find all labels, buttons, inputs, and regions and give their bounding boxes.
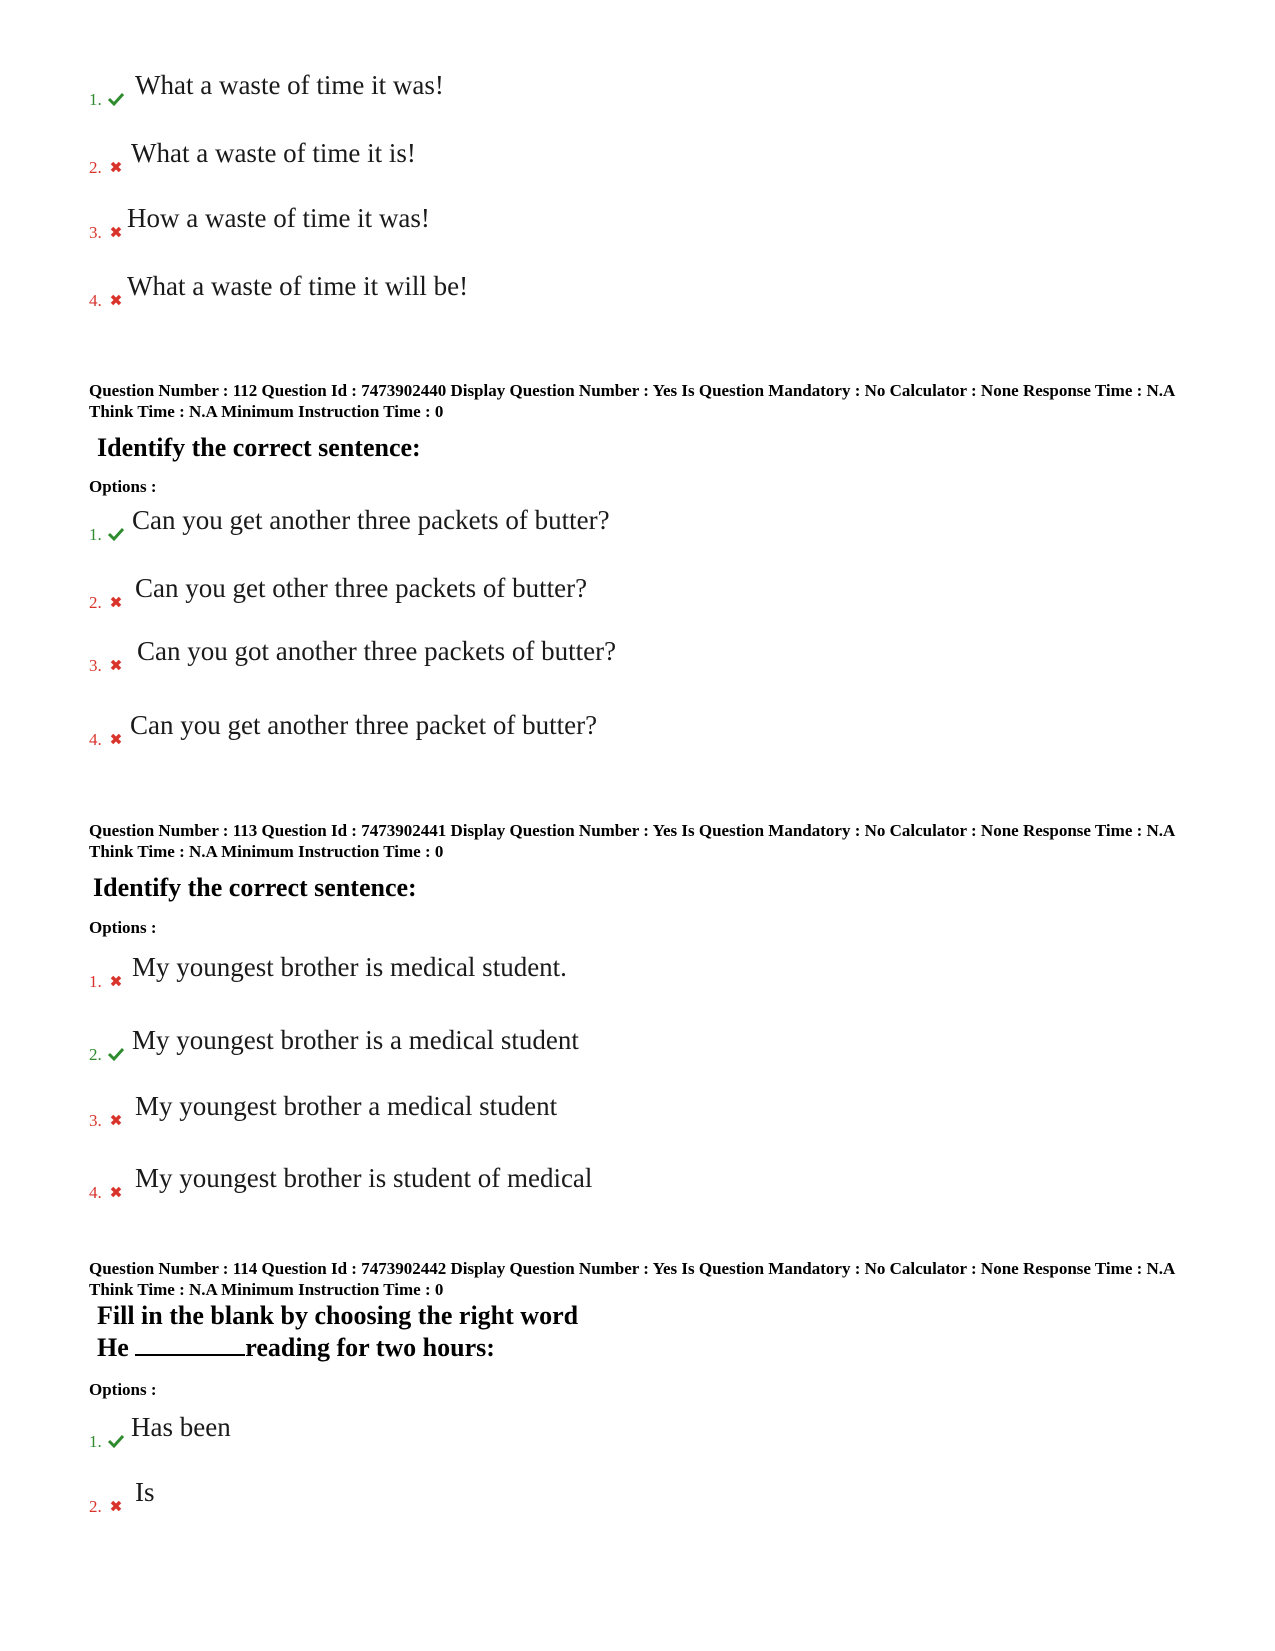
option-number: 2.: [89, 158, 102, 177]
option-text: My youngest brother is a medical student: [132, 1025, 579, 1055]
question-meta: Question Number : 114 Question Id : 7473902442 Display Question Number : Yes Is Question Mandatory : No Calculator : None Response Time : N.A Think Time : N.A Minimum Instruction Time : 0: [89, 1259, 1175, 1299]
blank-line: [135, 1332, 245, 1356]
option-number: 3.: [89, 656, 102, 675]
cross-icon: [107, 972, 125, 990]
cross-icon: [107, 291, 125, 309]
option-number: 1.: [89, 972, 102, 991]
option-text: My youngest brother a medical student: [135, 1091, 558, 1121]
cross-icon: [107, 656, 125, 674]
option-text: Has been: [131, 1412, 231, 1442]
check-icon: [107, 1045, 125, 1063]
option-number: 4.: [89, 291, 102, 310]
question-line-1: Fill in the blank by choosing the right word: [97, 1301, 579, 1330]
check-icon: [107, 525, 125, 543]
cross-icon: [107, 1497, 125, 1515]
question-meta: Question Number : 113 Question Id : 7473902441 Display Question Number : Yes Is Question Mandatory : No Calculator : None Response Time : N.A Think Time : N.A Minimum Instruction Time : 0: [89, 821, 1175, 861]
question-line-2: [97, 1332, 578, 1364]
cross-icon: [107, 1111, 125, 1129]
option-number: 4.: [89, 1183, 102, 1202]
option-text: Can you got another three packets of butter?: [137, 636, 617, 666]
question-text: [97, 1300, 578, 1364]
option-number: 4.: [89, 730, 102, 749]
option-number: 1.: [89, 1432, 102, 1451]
option-text: Can you get other three packets of butter?: [135, 573, 588, 603]
option-number: 1.: [89, 90, 102, 109]
option-text: What a waste of time it is!: [131, 138, 416, 168]
cross-icon: [107, 593, 125, 611]
option-text: My youngest brother is student of medical: [135, 1163, 593, 1193]
options-label: Options :: [89, 477, 157, 496]
option-number: 2.: [89, 1045, 102, 1064]
question-line-2-end: reading for two hours:: [245, 1333, 495, 1362]
option-text: Can you get another three packets of butter?: [132, 505, 610, 535]
option-number: 1.: [89, 525, 102, 544]
option-text: What a waste of time it was!: [135, 70, 444, 100]
cross-icon: [107, 158, 125, 176]
cross-icon: [107, 223, 125, 241]
cross-icon: [107, 1183, 125, 1201]
option-number: 2.: [89, 1497, 102, 1516]
option-text: How a waste of time it was!: [127, 203, 430, 233]
option-text: Is: [135, 1477, 155, 1507]
option-number: 2.: [89, 593, 102, 612]
cross-icon: [107, 730, 125, 748]
check-icon: [107, 1432, 125, 1450]
option-text: My youngest brother is medical student.: [132, 952, 567, 982]
question-meta: Question Number : 112 Question Id : 7473902440 Display Question Number : Yes Is Question Mandatory : No Calculator : None Response Time : N.A Think Time : N.A Minimum Instruction Time : 0: [89, 381, 1175, 421]
option-text: What a waste of time it will be!: [127, 271, 469, 301]
option-number: 3.: [89, 1111, 102, 1130]
option-text: Can you get another three packet of butter?: [130, 710, 598, 740]
options-label: Options :: [89, 918, 157, 937]
options-label: Options :: [89, 1380, 157, 1399]
option-number: 3.: [89, 223, 102, 242]
question-text: Identify the correct sentence:: [97, 433, 421, 462]
check-icon: [107, 90, 125, 108]
question-text: Identify the correct sentence:: [93, 873, 417, 902]
question-line-2-start: He: [97, 1333, 129, 1362]
